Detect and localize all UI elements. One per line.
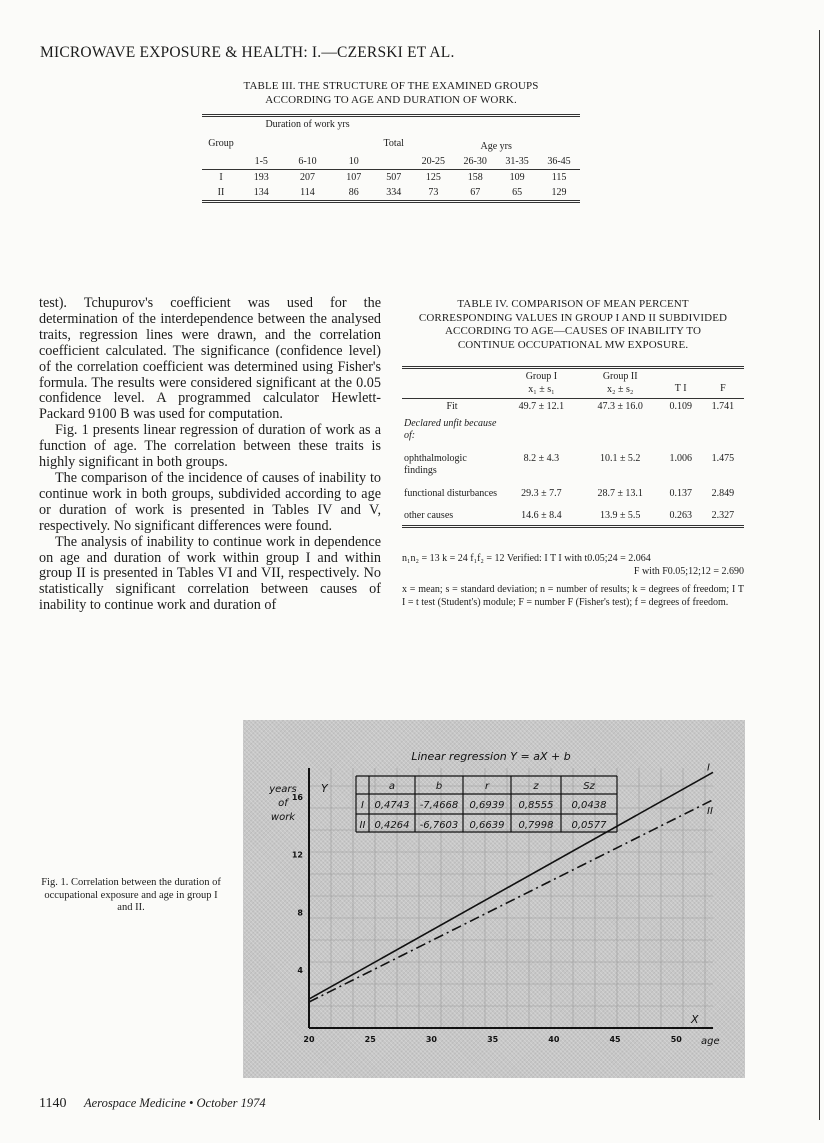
table4-caption-line2: CORRESPONDING VALUES IN GROUP I AND II SUBDIVIDED bbox=[418, 311, 728, 324]
ylabel-line3: work bbox=[270, 812, 296, 823]
table3-caption bbox=[202, 80, 580, 107]
table3-cell: 65 bbox=[512, 187, 523, 198]
running-header: MICROWAVE EXPOSURE & HEALTH: I.—CZERSKI ET AL. bbox=[40, 44, 455, 61]
table3-head-group: Group bbox=[208, 137, 234, 149]
x-tick-label: 30 bbox=[425, 1035, 437, 1044]
table-cell: 0,6639 bbox=[469, 820, 505, 831]
table-head-cell: Sz bbox=[583, 781, 595, 792]
x-tick-label: 40 bbox=[548, 1035, 560, 1044]
chart-title: Linear regression Y = aX + b bbox=[411, 750, 571, 763]
journal-name: Aerospace Medicine • October 1974 bbox=[83, 1096, 266, 1110]
table-row bbox=[402, 445, 744, 480]
table-row bbox=[402, 502, 744, 525]
table4-cell: 10.1 ± 5.2 bbox=[599, 452, 641, 464]
table3-cell: 109 bbox=[509, 172, 525, 183]
table-head-cell: z bbox=[533, 781, 539, 792]
y-axis-symbol: Y bbox=[321, 782, 328, 795]
table4-cell: 1.475 bbox=[711, 452, 735, 464]
table-cell: -7,4668 bbox=[419, 800, 459, 811]
table3-sub-duration-3: 10 bbox=[348, 156, 359, 167]
table3-cell: I bbox=[219, 172, 223, 183]
y-tick-label: 8 bbox=[297, 908, 303, 918]
table4-stats-line2: F with F0.05;12;12 = 2.690 bbox=[633, 565, 744, 577]
table3-cell: 158 bbox=[467, 172, 483, 183]
table4-cell: 2.849 bbox=[711, 487, 735, 499]
table-row bbox=[402, 480, 744, 503]
table4-notes bbox=[402, 553, 744, 609]
x-tick-label: 50 bbox=[670, 1035, 682, 1044]
table4-row-label: Declared unfit because of: bbox=[404, 417, 497, 441]
table3-caption-line1: TABLE III. THE STRUCTURE OF THE EXAMINED GROUPS bbox=[243, 80, 539, 92]
table4-cell: 14.6 ± 8.4 bbox=[521, 510, 562, 521]
table4-cell: 0.109 bbox=[669, 401, 692, 412]
table3-bottom-rule bbox=[202, 200, 580, 203]
table4-grid bbox=[402, 369, 744, 525]
figure-caption: Fig. 1. Correlation between the duration of occupational exposure and age in group I and II. bbox=[41, 877, 221, 913]
x-axis-label: age bbox=[701, 1036, 720, 1047]
table3-head-total: Total bbox=[383, 137, 404, 149]
table3-cell: 115 bbox=[551, 172, 567, 183]
table3-cell: 193 bbox=[253, 172, 269, 183]
table4-head-group2: Group II x₂ ± s₂ bbox=[602, 371, 638, 395]
table3-cell: 207 bbox=[300, 172, 315, 183]
table3-caption-line2: ACCORDING TO AGE AND DURATION OF WORK. bbox=[265, 93, 517, 106]
table4-cell: 1.741 bbox=[711, 401, 735, 412]
table4-caption-line1: TABLE IV. COMPARISON OF MEAN PERCENT bbox=[457, 298, 689, 310]
table-cell: 0,4264 bbox=[374, 820, 410, 831]
table4-row-label: functional disturbances bbox=[404, 487, 498, 499]
table4-row-label: ophthalmologic findings bbox=[404, 452, 467, 476]
table4-stats-line1: n₁n₂ = 13 k = 24 f₁f₂ = 12 Verified: I T I with t0.05;24 = 2.064 bbox=[402, 553, 651, 564]
table-cell: 0,6939 bbox=[469, 800, 505, 811]
table3-sub-age-3: 31-35 bbox=[505, 156, 529, 167]
regression-chart bbox=[243, 720, 745, 1078]
body-text-column bbox=[39, 296, 381, 614]
table4-row-label: other causes bbox=[404, 510, 454, 521]
body-paragraph: Fig. 1 presents linear regression of duration of work as a function of age. The correlation between these traits is highly significant in both groups. bbox=[39, 422, 381, 471]
x-tick-label: 25 bbox=[364, 1035, 376, 1044]
table4-cell: 0.137 bbox=[669, 487, 692, 499]
table3-sub-age-4: 36-45 bbox=[547, 156, 571, 167]
table3-cell: 507 bbox=[386, 172, 402, 183]
series-label: I bbox=[707, 762, 710, 774]
table4-bottom-rule bbox=[402, 525, 744, 528]
table4-cell: 28.7 ± 13.1 bbox=[597, 487, 643, 499]
page-number: 1140 bbox=[39, 1096, 67, 1111]
table4-cell: 0.263 bbox=[669, 510, 692, 521]
x-tick-labels bbox=[303, 1035, 682, 1044]
table-cell: II bbox=[359, 820, 366, 831]
table3-grid bbox=[202, 117, 580, 200]
ylabel-line2: of bbox=[278, 798, 288, 809]
x-tick-label: 35 bbox=[487, 1035, 499, 1044]
table3-sub-age-2: 26-30 bbox=[463, 156, 487, 167]
figure-1 bbox=[243, 720, 745, 1078]
table-row bbox=[402, 399, 744, 416]
table4-row-label: Fit bbox=[446, 401, 458, 412]
ylabel-line1: years bbox=[269, 784, 297, 795]
table-head-cell: r bbox=[484, 781, 490, 792]
table3-cell: 134 bbox=[253, 187, 269, 198]
table-cell: 0,8555 bbox=[518, 800, 554, 811]
table3-sub-duration-2: 6-10 bbox=[298, 156, 317, 167]
page-edge-line bbox=[819, 30, 820, 1120]
table3-cell: 114 bbox=[300, 187, 315, 198]
body-paragraph: The analysis of inability to continue work in dependence on age and duration of work within group I and within group II is presented in Tables VI and VII, respectively. No statistically significant correlation between causes of inability to continue work and duration of bbox=[39, 533, 381, 614]
x-axis-symbol: X bbox=[691, 1013, 699, 1026]
table-row bbox=[202, 185, 580, 200]
table3-sub-duration-1: 1-5 bbox=[254, 156, 268, 167]
table4-cell: 13.9 ± 5.5 bbox=[599, 510, 641, 521]
table4-caption bbox=[400, 298, 746, 352]
table4-cell: 1.006 bbox=[669, 452, 692, 464]
table3-cell: 334 bbox=[386, 187, 402, 198]
table3-cell: 73 bbox=[428, 187, 439, 198]
table-cell: 0,4743 bbox=[374, 800, 410, 811]
table-row bbox=[202, 170, 580, 185]
table3-sub-age-1: 20-25 bbox=[421, 156, 446, 167]
body-paragraph: test). Tchupurov's coefficient was used for the determination of the interdependence between the analysed traits, regression lines were drawn, and the correlation coefficient calculated. The significance (confidence level) of the correlation coefficient was determined using Fisher's formula. The results were considered significant at the 0.05 confidence level. A programmed calculator Hewlett-Packard 9100 B was used for computation. bbox=[39, 295, 381, 423]
table-head-cell: a bbox=[388, 781, 396, 792]
page-footer bbox=[39, 1096, 266, 1112]
table3-cell: 86 bbox=[348, 187, 359, 198]
table3-cell: 129 bbox=[551, 187, 567, 198]
table-head-cell: b bbox=[435, 781, 443, 792]
table4-cell: 47.3 ± 16.0 bbox=[597, 401, 643, 412]
table4-head-t: T I bbox=[674, 383, 687, 394]
x-tick-label: 45 bbox=[609, 1035, 621, 1044]
y-tick-label: 4 bbox=[297, 966, 303, 976]
table3-cell: 67 bbox=[470, 187, 481, 198]
table3-cell: II bbox=[217, 187, 225, 198]
table-cell: 0,0438 bbox=[571, 800, 607, 811]
y-tick-label: 12 bbox=[291, 850, 303, 860]
series-label: II bbox=[707, 805, 713, 817]
table-cell: -6,7603 bbox=[419, 820, 459, 831]
table3-head-duration: Duration of work yrs bbox=[265, 119, 350, 130]
table-cell: 0,0577 bbox=[571, 820, 607, 831]
table4-caption-line3: ACCORDING TO AGE—CAUSES OF INABILITY TO bbox=[444, 325, 701, 337]
table4 bbox=[402, 366, 744, 528]
table3-cell: 107 bbox=[346, 172, 362, 183]
table4-cell: 2.327 bbox=[711, 510, 735, 521]
table4-caption-line4: CONTINUE OCCUPATIONAL MW EXPOSURE. bbox=[457, 338, 689, 351]
table4-cell: 8.2 ± 4.3 bbox=[523, 452, 560, 464]
x-tick-label: 20 bbox=[303, 1035, 315, 1044]
table-cell: 0,7998 bbox=[518, 820, 554, 831]
body-paragraph: The comparison of the incidence of causes of inability to continue work in both groups, subdivided according to age or duration of work is presented in Tables IV and V, respectively. No significant differences were found. bbox=[39, 469, 381, 534]
table4-head-f: F bbox=[720, 383, 726, 394]
table-row bbox=[402, 416, 744, 445]
table-cell: I bbox=[361, 800, 364, 811]
table4-head-group1: Group I x₁ ± s₁ bbox=[525, 371, 558, 395]
table3-head-age: Age yrs bbox=[480, 141, 512, 152]
table4-cell: 29.3 ± 7.7 bbox=[521, 487, 562, 499]
table3 bbox=[202, 114, 580, 203]
table4-footnote: x = mean; s = standard deviation; n = number of results; k = degrees of freedom; I T I = t test (Student's) module; F = number F (Fisher's test); f = degrees of freedom. bbox=[402, 584, 744, 608]
regression-table bbox=[356, 776, 617, 832]
y-tick-label: 16 bbox=[291, 792, 303, 802]
table3-cell: 125 bbox=[425, 172, 441, 183]
table4-cell: 49.7 ± 12.1 bbox=[518, 401, 565, 412]
